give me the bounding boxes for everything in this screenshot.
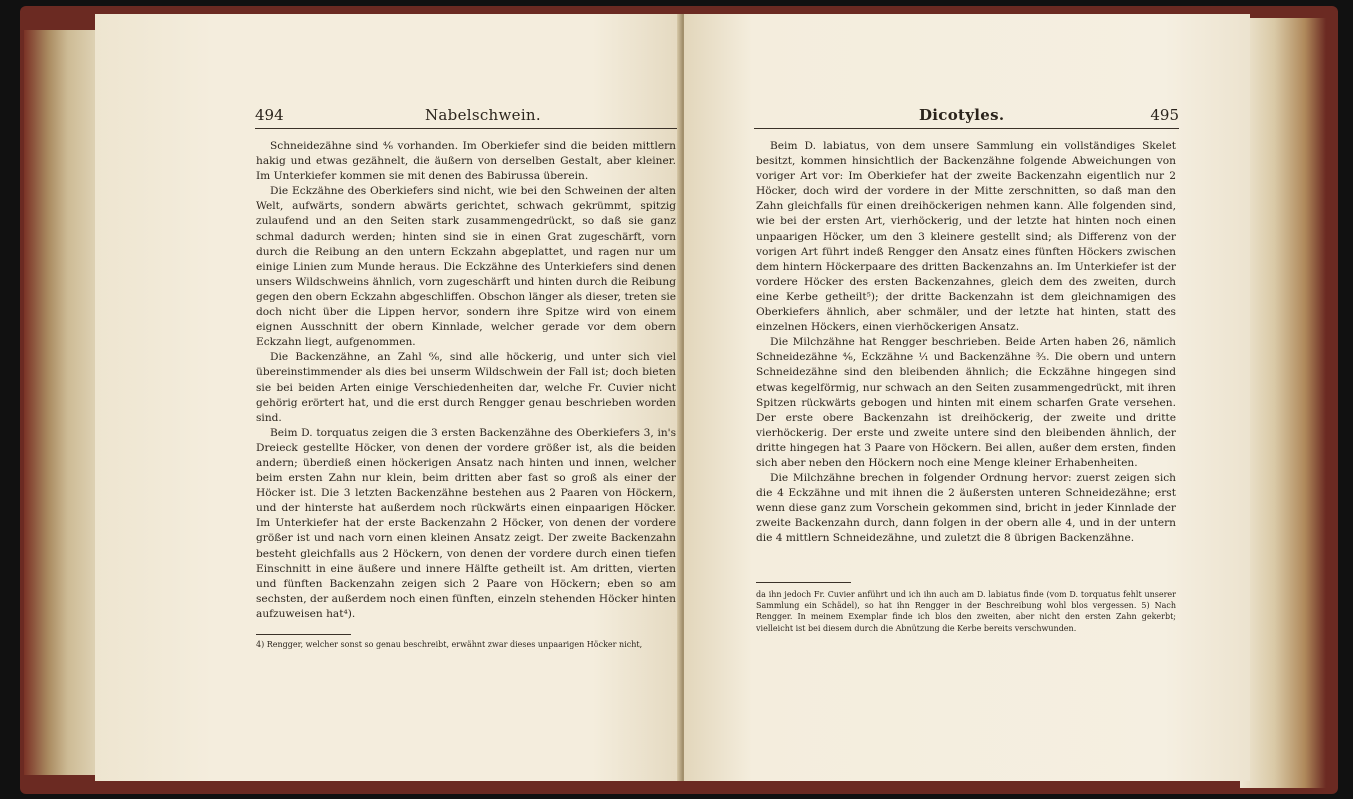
paragraph: Die Eckzähne des Oberkiefers sind nicht, wie bei den Schweinen der alten Welt, aufwärts, sondern abwärts gerichtet, schwach gekrümmt, spitzig zulaufend und an den Seiten stark zusammengedrückt, so daß sie ganz schmal dadurch werden; hinten sind sie in einen Grat zugeschärft, vorn durch die Reibung an den untern Eckzahn abgeplattet, und ragen nur um einige Linien zum Munde heraus. Die Eckzähne des Unterkiefers sind denen unsers Wildschweins ähnlich, vorn zugeschärft und hinten durch die Reibung gegen den obern Eckzahn abgeschliffen. Obschon länger als dieser, treten sie doch nicht über die Lippen hervor, sondern ihre Spitze wird von einem eignen Ausschnitt der obern Kinnlade, welcher gerade vor dem obern Eckzahn liegt, aufgenommen. <box>256 185 676 349</box>
header-rule <box>754 128 1179 129</box>
left-body-text <box>256 139 676 622</box>
right-page <box>684 14 1250 781</box>
left-page-number: 494 <box>255 106 284 124</box>
paragraph: Die Milchzähne brechen in folgender Ordnung hervor: zuerst zeigen sich die 4 Eckzähne und mit ihnen die 2 äußersten unteren Schneidezähne; erst wenn diese ganz zum Vorschein gekommen sind, bricht in jeder Kinnlade der zweite Backenzahn durch, dann folgen in der obern alle 4, und in der untern die 4 mittlern Schneidezähne, und zuletzt die 8 übrigen Backenzähne. <box>756 472 1176 545</box>
left-page-header <box>255 104 680 126</box>
right-page-header <box>754 104 1179 126</box>
left-footnote: 4) Rengger, welcher sonst so genau beschreibt, erwähnt zwar dieses unpaarigen Höcker nicht, <box>256 640 643 649</box>
right-running-head: Dicotyles. <box>919 106 1005 124</box>
header-rule <box>255 128 680 129</box>
paragraph: Schneidezähne sind ⁴⁄₆ vorhanden. Im Oberkiefer sind die beiden mittlern hakig und etwas gezähnelt, die äußern von derselben Gestalt, aber kleiner. Im Unterkiefer kommen sie mit denen des Babirussa überein. <box>256 140 676 183</box>
paragraph: Die Backenzähne, an Zahl ⁶⁄₆, sind alle höckerig, und unter sich viel übereinstimmender als dies bei unserm Wildschwein der Fall ist; doch bieten sie bei beiden Arten einige Verschiedenheiten dar, welche Fr. Cuvier nicht gehörig erörtert hat, und die erst durch Rengger genau beschrieben worden sind. <box>256 351 676 424</box>
left-page <box>95 14 681 781</box>
footnote-rule <box>756 582 851 583</box>
right-body-text <box>756 139 1176 547</box>
right-footnote: da ihn jedoch Fr. Cuvier anführt und ich ihn auch am D. labiatus finde (vom D. torquatus fehlt unserer Sammlung ein Schädel), so hat ihn Rengger in der Beschreibung wohl blos vergessen. 5) Nach Rengger. In meinem Exemplar finde ich blos den zweiten, aber nicht den ersten Zahn gekerbt; vielleicht ist bei diesem durch die Abnützung die Kerbe bereits verschwunden. <box>756 590 1176 633</box>
right-page-number: 495 <box>1150 106 1179 124</box>
footnote-rule <box>256 634 351 635</box>
page-edges-left <box>24 30 104 775</box>
page-edges-right <box>1240 18 1326 788</box>
paragraph: Beim D. labiatus, von dem unsere Sammlung ein vollständiges Skelet besitzt, kommen hinsichtlich der Backenzähne folgende Abweichungen von voriger Art vor: Im Oberkiefer hat der zweite Backenzahn eigentlich nur 2 Höcker, doch wird der vordere in der Mitte zerschnitten, so daß man den Zahn gleichfalls für einen dreihöckerigen nehmen kann. Alle folgenden sind, wie bei der ersten Art, vierhöckerig, und der letzte hat hinten noch einen unpaarigen Höcker, um den 3 kleinere gestellt sind; als Differenz von der vorigen Art führt indeß Rengger den Ansatz eines fünften Höckers zwischen dem hintern Höckerpaare des dritten Backenzahns an. Im Unterkiefer ist der vordere Höcker des ersten Backenzahnes, gleich dem des zweiten, durch eine Kerbe getheilt⁵); der dritte Backenzahn ist dem gleichnamigen des Oberkiefers ähnlich, aber schmäler, und der letzte hat hinten, statt des einzelnen Höckers, einen vierhöckerigen Ansatz. <box>756 140 1176 334</box>
left-running-head: Nabelschwein. <box>425 106 541 124</box>
paragraph: Die Milchzähne hat Rengger beschrieben. Beide Arten haben 26, nämlich Schneidezähne ⁴⁄₆, Eckzähne ¹⁄₁ und Backenzähne ³⁄₃. Die obern und untern Schneidezähne sind den bleibenden ähnlich; die Eckzähne hingegen sind etwas kegelförmig, nur schwach an den Seiten zusammengedrückt, mit ihren Spitzen rückwärts gebogen und hinten mit einem scharfen Grate versehen. Der erste obere Backenzahn ist dreihöckerig, der zweite und dritte vierhöckerig. Der erste und zweite untere sind den bleibenden ähnlich, der dritte hingegen hat 3 Paare von Höckern. Bei allen, außer dem ersten, finden sich aber neben den Höckern noch eine Menge kleiner Erhabenheiten. <box>756 336 1176 469</box>
paragraph: Beim D. torquatus zeigen die 3 ersten Backenzähne des Oberkiefers 3, in's Dreieck gestellte Höcker, von denen der vordere größer ist, als die beiden andern; überdieß einen höckerigen Ansatz nach hinten und innen, welcher beim ersten Zahn nur klein, beim dritten aber fast so groß als einer der Höcker ist. Die 3 letzten Backenzähne bestehen aus 2 Paaren von Höckern, und der hinterste hat außerdem noch rückwärts einen einpaarigen Höcker. Im Unterkiefer hat der erste Backenzahn 2 Höcker, von denen der vordere größer ist und nach vorn einen kleinen Ansatz zeigt. Der zweite Backenzahn besteht gleichfalls aus 2 Höckern, von denen der vordere durch einen tiefen Einschnitt in eine äußere und innere Hälfte getheilt ist. Am dritten, vierten und fünften Backenzahn zeigen sich 2 Paare von Höckern; eben so am sechsten, der außerdem noch einen fünften, einzeln stehenden Höcker hinten aufzuweisen hat⁴). <box>256 426 676 620</box>
